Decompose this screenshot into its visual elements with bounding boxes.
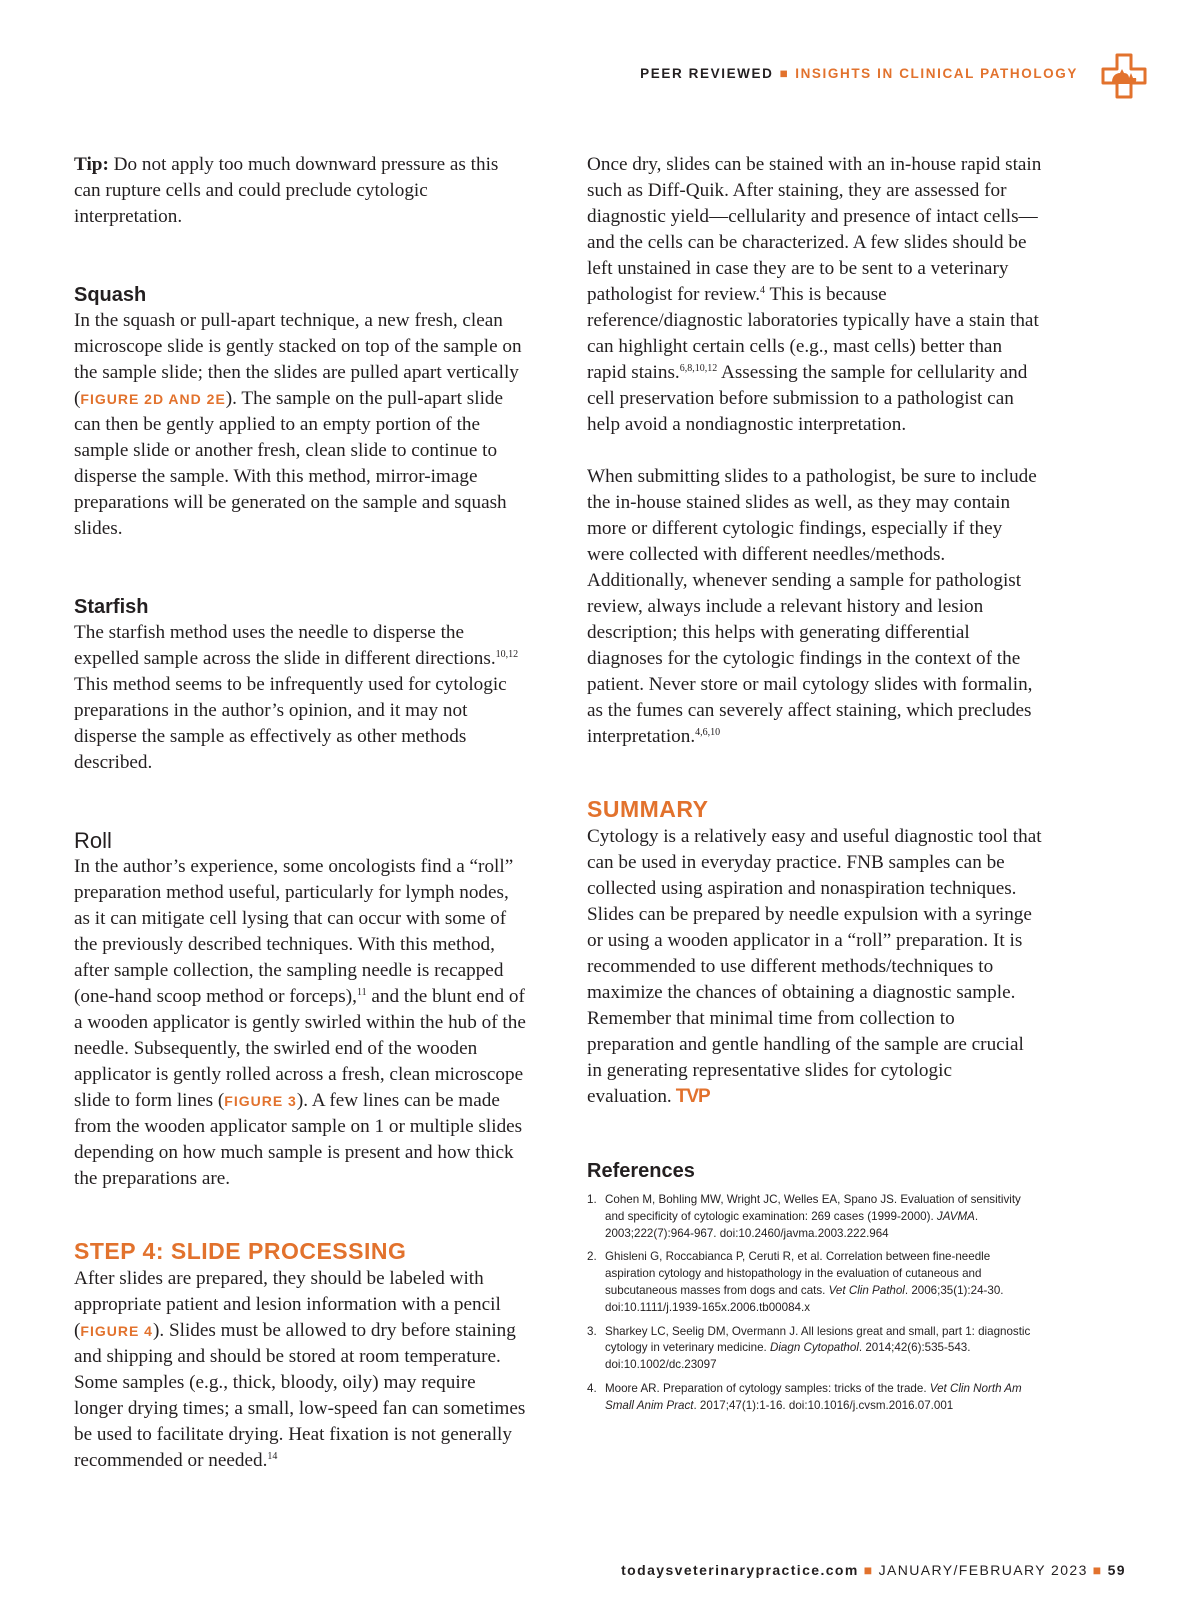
reference-number: 2. bbox=[587, 1250, 597, 1264]
veterinary-cross-dog-cat-icon bbox=[1100, 52, 1148, 100]
reference-text: Ghisleni G, Roccabianca P, Ceruti R, et al. Correlation between fine-needle aspiration cytology and histopathology in the evaluation of cutaneous and subcutaneous masses from dogs and cats. bbox=[605, 1250, 991, 1297]
header-separator: ■ bbox=[779, 66, 790, 81]
reference-item bbox=[587, 1324, 1042, 1374]
roll-citation: 11 bbox=[356, 987, 367, 998]
tvp-end-mark: TVP bbox=[675, 1086, 710, 1107]
reference-list bbox=[587, 1192, 1042, 1415]
reference-details: . 2006;35(1):24-30. doi:10.1111/j.1939-165x.2006.tb00084.x bbox=[605, 1283, 1004, 1314]
starfish-text-1: The starfish method uses the needle to disperse the expelled sample across the slide in different directions. bbox=[74, 622, 496, 669]
summary-paragraph bbox=[587, 824, 1042, 1110]
figure-2d-2e-link[interactable]: FIGURE 2D AND 2E bbox=[80, 391, 226, 407]
squash-text-2: ). The sample on the pull-apart slide can then be gently applied to an empty portion of the sample slide or another fresh, clean slide to continue to disperse the sample. With this method, mirror-image preparations will be generated on the sample and squash slides. bbox=[74, 388, 507, 539]
header-series: INSIGHTS IN CLINICAL PATHOLOGY bbox=[795, 66, 1078, 81]
step4-text-1: After slides are prepared, they should be labeled with appropriate patient and lesion information with a pencil ( bbox=[74, 1268, 501, 1341]
submitting-paragraph bbox=[587, 464, 1042, 750]
squash-paragraph bbox=[74, 308, 529, 542]
references-section bbox=[587, 1158, 1042, 1415]
reference-text: Moore AR. Preparation of cytology samples: tricks of the trade. bbox=[605, 1381, 930, 1395]
starfish-text-2: This method seems to be infrequently used for cytologic preparations in the author’s opinion, and it may not disperse the sample as effectively as other methods described. bbox=[74, 674, 507, 773]
staining-text-3: Assessing the sample for cellularity and cell preservation before submission to a pathologist can help avoid a nondiagnostic interpretation. bbox=[587, 362, 1028, 435]
tip-paragraph bbox=[74, 152, 529, 230]
footer-website[interactable]: todaysveterinarypractice.com bbox=[621, 1562, 859, 1578]
starfish-section bbox=[74, 594, 529, 776]
staining-paragraph bbox=[587, 152, 1042, 438]
reference-number: 1. bbox=[587, 1193, 597, 1206]
starfish-citation: 10,12 bbox=[495, 649, 519, 660]
roll-text-3: ). A few lines can be made from the wooden applicator sample on 1 or multiple slides depending on how much sample is present and how thick the preparations are. bbox=[74, 1090, 523, 1189]
roll-text-1: In the author’s experience, some oncologists find a “roll” preparation method useful, particularly for lymph nodes, as it can mitigate cell lysing that can occur with some of the previously described techniques. With this method, after sample collection, the sampling needle is recapped (one-hand scoop method or forceps), bbox=[74, 856, 514, 1007]
tip-text: Do not apply too much downward pressure as this can rupture cells and could preclude cytologic interpretation. bbox=[74, 154, 499, 227]
squash-text-1: In the squash or pull-apart technique, a new fresh, clean microscope slide is gently stacked on top of the sample on the sample slide; then the slides are pulled apart vertically ( bbox=[74, 310, 522, 409]
summary-text: Cytology is a relatively easy and useful diagnostic tool that can be used in everyday practice. FNB samples can be collected using aspiration and nonaspiration techniques. Slides can be prepared by needle expulsion with a syringe or using a wooden applicator in a “roll” preparation. It is recommended to use different methods/techniques to maximize the chances of obtaining a diagnostic sample. Remember that minimal time from collection to preparation and gentle handling of the sample are crucial in generating representative slides for cytologic evaluation. bbox=[587, 826, 1042, 1107]
staining-text-1: Once dry, slides can be stained with an in-house rapid stain such as Diff-Quik. After staining, they are assessed for diagnostic yield—cellularity and presence of intact cells—and the cells can be characterized. A few slides should be left unstained in case they are to be sent to a veterinary pathologist for review. bbox=[587, 154, 1042, 305]
staining-citation-2: 6,8,10,12 bbox=[679, 363, 718, 374]
step4-paragraph bbox=[74, 1266, 529, 1474]
reference-details: . 2014;42(6):535-543. doi:10.1002/dc.23097 bbox=[605, 1341, 971, 1372]
footer-separator: ■ bbox=[863, 1562, 874, 1578]
reference-number: 4. bbox=[587, 1381, 597, 1395]
summary-heading: SUMMARY bbox=[587, 796, 709, 822]
reference-journal: Diagn Cytopathol bbox=[769, 1341, 859, 1355]
squash-heading: Squash bbox=[74, 284, 147, 306]
starfish-paragraph bbox=[74, 620, 529, 776]
reference-journal: JAVMA bbox=[936, 1209, 975, 1223]
reference-journal: Vet Clin Pathol bbox=[828, 1283, 905, 1297]
reference-details: . 2017;47(1):1-16. doi:10.1016/j.cvsm.2016.07.001 bbox=[693, 1398, 954, 1412]
staining-citation-1: 4 bbox=[760, 285, 765, 296]
figure-4-link[interactable]: FIGURE 4 bbox=[80, 1323, 153, 1339]
tip-label: Tip: bbox=[74, 154, 109, 175]
reference-item bbox=[587, 1249, 1042, 1316]
submitting-text: When submitting slides to a pathologist, be sure to include the in-house stained slides as well, as they may contain more or different cytologic findings, especially if they were collected with different needles/methods. Additionally, whenever sending a sample for pathologist review, always include a relevant history and lesion description; this helps with generating differential diagnoses for the cytologic findings in the context of the patient. Never store or mail cytology slides with formalin, as the fumes can severely affect staining, which precludes interpretation. bbox=[587, 466, 1037, 747]
reference-text: Cohen M, Bohling MW, Wright JC, Welles EA, Spano JS. Evaluation of sensitivity and specificity of cytologic examination: 269 cases (1999-2000). bbox=[605, 1193, 1021, 1223]
reference-text: Sharkey LC, Seelig DM, Overmann J. All lesions great and small, part 1: diagnostic cytology in veterinary medicine. bbox=[605, 1324, 1031, 1355]
summary-section bbox=[587, 794, 1042, 1110]
step4-citation: 14 bbox=[267, 1451, 278, 1462]
left-column bbox=[74, 152, 529, 1474]
page-number: 59 bbox=[1107, 1562, 1126, 1578]
step4-text-2: ). Slides must be allowed to dry before staining and shipping and should be stored at room temperature. Some samples (e.g., thick, bloody, oily) may require longer drying times; a small, low-speed fan can sometimes be used to facilitate drying. Heat fixation is not generally recommended or needed. bbox=[74, 1320, 526, 1471]
footer-separator: ■ bbox=[1092, 1562, 1103, 1578]
step4-heading: STEP 4: SLIDE PROCESSING bbox=[74, 1238, 407, 1264]
figure-3-link[interactable]: FIGURE 3 bbox=[224, 1093, 297, 1109]
reference-number: 3. bbox=[587, 1324, 597, 1338]
roll-text-2: and the blunt end of a wooden applicator is gently swirled within the hub of the needle. Subsequently, the swirled end of the wooden applicator is gently rolled across a fresh, clean microscope slide to form lines ( bbox=[74, 986, 526, 1111]
roll-paragraph bbox=[74, 854, 529, 1192]
running-header bbox=[640, 66, 1078, 81]
reference-item bbox=[587, 1192, 1042, 1242]
reference-details: . 2003;222(7):964-967. doi:10.2460/javma.2003.222.964 bbox=[605, 1209, 979, 1240]
submitting-citation: 4,6,10 bbox=[695, 727, 721, 738]
squash-section bbox=[74, 282, 529, 542]
page-footer bbox=[621, 1562, 1126, 1578]
starfish-heading: Starfish bbox=[74, 596, 149, 618]
staining-text-2: This is because reference/diagnostic laboratories typically have a stain that can highlight certain cells (e.g., mast cells) better than rapid stains. bbox=[587, 284, 1039, 383]
roll-section bbox=[74, 828, 529, 1192]
roll-heading: Roll bbox=[74, 828, 112, 853]
reference-item bbox=[587, 1381, 1042, 1415]
footer-issue: JANUARY/FEBRUARY 2023 bbox=[878, 1562, 1088, 1578]
step4-section bbox=[74, 1236, 529, 1474]
header-section: PEER REVIEWED bbox=[640, 66, 774, 81]
references-heading: References bbox=[587, 1160, 695, 1182]
reference-journal: Vet Clin North Am Small Anim Pract bbox=[605, 1381, 1022, 1412]
right-column bbox=[587, 152, 1042, 1422]
